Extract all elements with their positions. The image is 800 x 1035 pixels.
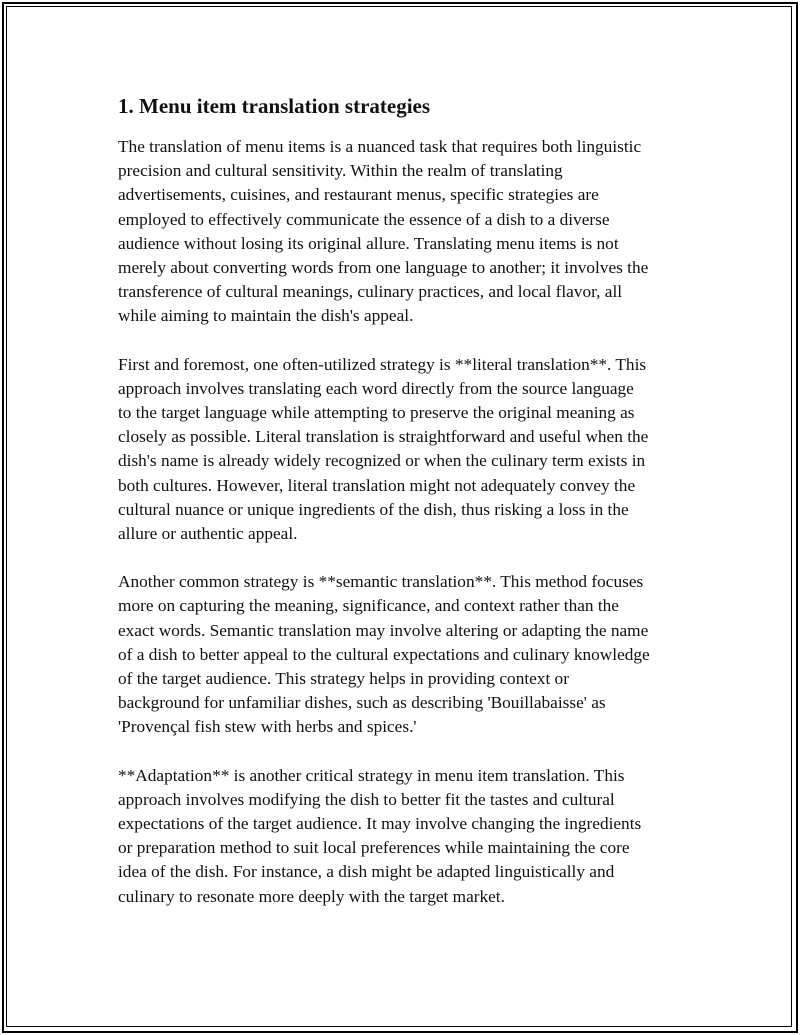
text-line: transference of cultural meanings, culinary practices, and local flavor, all <box>118 282 623 302</box>
text-line: approach involves modifying the dish to better fit the tastes and cultural <box>118 789 615 809</box>
text-line: of the target audience. This strategy helps in providing context or <box>118 669 569 689</box>
text-line: audience without losing its original allure. Translating menu items is not <box>118 233 619 253</box>
paragraph-introduction <box>118 135 693 329</box>
text-line: idea of the dish. For instance, a dish might be adapted linguistically and <box>118 862 615 882</box>
text-line: advertisements, cuisines, and restaurant menus, specific strategies are <box>118 185 599 205</box>
text-line: 'Provençal fish stew with herbs and spices.' <box>118 717 417 737</box>
text-line: employed to effectively communicate the essence of a dish to a diverse <box>118 209 610 229</box>
text-line: Another common strategy is **semantic translation**. This method focuses <box>118 572 644 592</box>
text-line: The translation of menu items is a nuanced task that requires both linguistic <box>118 137 642 156</box>
text-line: cultural nuance or unique ingredients of the dish, thus risking a loss in the <box>118 499 629 519</box>
text-line: culinary to resonate more deeply with the target market. <box>118 886 505 906</box>
text-line: to the target language while attempting to preserve the original meaning as <box>118 403 635 423</box>
paragraph-adaptation <box>118 764 693 909</box>
text-line: expectations of the target audience. It may involve changing the ingredients <box>118 814 642 834</box>
text-line: allure or authentic appeal. <box>118 524 298 544</box>
text-line: merely about converting words from one language to another; it involves the <box>118 258 649 278</box>
text-line: of a dish to better appeal to the cultural expectations and culinary knowledge <box>118 644 650 664</box>
document-body <box>118 93 693 933</box>
text-line: while aiming to maintain the dish's appeal. <box>118 306 414 326</box>
text-line: background for unfamiliar dishes, such as describing 'Bouillabaisse' as <box>118 693 606 713</box>
text-line: dish's name is already widely recognized or when the culinary term exists in <box>118 451 646 471</box>
section-heading: 1. Menu item translation strategies <box>118 94 431 118</box>
text-line: precision and cultural sensitivity. Within the realm of translating <box>118 161 563 181</box>
text-line: First and foremost, one often-utilized strategy is **literal translation**. This <box>118 354 647 374</box>
text-line: or preparation method to suit local preferences while maintaining the core <box>118 838 630 858</box>
paragraph-literal-translation <box>118 353 693 547</box>
text-line: approach involves translating each word directly from the source language <box>118 378 634 398</box>
text-line: **Adaptation** is another critical strategy in menu item translation. This <box>118 765 625 785</box>
text-line: exact words. Semantic translation may involve altering or adapting the name <box>118 620 649 640</box>
text-line: more on capturing the meaning, significance, and context rather than the <box>118 596 619 616</box>
text-line: both cultures. However, literal translation might not adequately convey the <box>118 475 636 495</box>
paragraph-semantic-translation <box>118 570 693 739</box>
text-line: closely as possible. Literal translation is straightforward and useful when the <box>118 427 649 447</box>
